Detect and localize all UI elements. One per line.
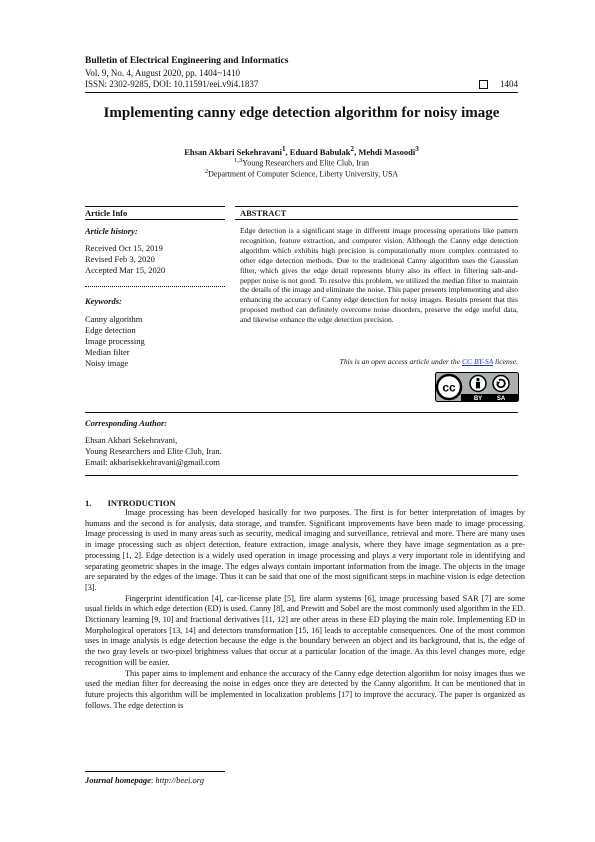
author-name: Mehdi Masoodi [358, 146, 416, 157]
share-alike-icon [493, 376, 509, 392]
corresponding-author-label: Corresponding Author: [85, 418, 168, 428]
attribution-person-icon [470, 376, 486, 392]
info-divider [85, 286, 225, 287]
license-link[interactable]: CC BY-SA [461, 357, 494, 366]
square-bullet-icon [479, 80, 488, 89]
history-entry: Accepted Mar 15, 2020 [85, 265, 166, 275]
open-access-note [240, 357, 518, 366]
author-sup: 3 [415, 145, 419, 153]
corresponding-author-details [85, 435, 222, 468]
author-name: Eduard Babulak [289, 146, 351, 157]
corresponding-bottom-rule [85, 475, 518, 476]
info-top-rule [85, 206, 225, 207]
keyword: Noisy image [85, 358, 129, 368]
paper-title: Implementing canny edge detection algorithm for noisy image [103, 105, 500, 121]
abstract-text: Edge detection is a significant stage in different image processing operations like pattern recognition, feature extraction, and computer vision. Although the Canny edge detection algorithm which exhibits high precision is computationally more complex contrasted to other edge detection methods. Due to the traditional Canny algorithm uses the Gaussian filter, which gives the edge detail represents blurry also its effect in filtering salt-and-pepper noise is not good. To resolve this problem, we utilized the median filter to maintain the details of the image and eliminate the noise. This paper presents implementing and also enhancing the accuracy of Canny edge detection for noisy images. Results present that this proposed method can definitely overcome noise disorders, preserve the edge useful data, and likewise enhance the edge detection precision. [240, 226, 518, 325]
volume-info: Vol. 9, No. 4, August 2020, pp. 1404~1410 [85, 68, 240, 78]
corresponding-line: Ehsan Akbari Sekehravani, [85, 435, 178, 445]
svg-text:cc: cc [442, 380, 456, 395]
affiliation [70, 157, 533, 168]
section-number: 1. [85, 498, 92, 508]
open-access-suffix: license. [493, 357, 518, 366]
affiliation-text: Young Researchers and Elite Club, Iran [242, 158, 370, 168]
author-name: Ehsan Akbari Sekehravani [184, 146, 282, 157]
keywords-list [85, 314, 145, 369]
badge-label-by: BY [473, 396, 483, 402]
history-entry: Received Oct 15, 2019 [85, 243, 163, 253]
section-body [85, 508, 525, 711]
affiliation-text: Department of Computer Science, Liberty University, USA [208, 169, 399, 179]
keyword: Image processing [85, 336, 145, 346]
body-paragraph: Fingerprint identification [4], car-license plate [5], fire alarm systems [6], image processing based SAR [7] are some usual fields in which edge detection (ED) is used. Canny [8], and Prewitt and Sobel are the most commonly used algorithm in the ED. Dictionary learning [9, 10] and fractional derivatives [11, 12] are other areas in these ED playing the main role. Implementing ED in Morphological operators [13, 14] and detectors transformation [15, 16] leads to acceptable consequences. One of the most common uses in image analysis is edge detection because the edge is the boundary between an object and its background, that is, the edge of the two gray levels or two-pixel brightness values that occur at a particular location of the image. As this level changes more, edge recognition will be easier. [85, 593, 525, 667]
open-access-prefix: This is an open access article under the [339, 357, 462, 366]
article-history-label: Article history: [85, 226, 138, 236]
journal-name: Bulletin of Electrical Engineering and Informatics [85, 56, 289, 66]
body-paragraph: Image processing has been developed basically for two purposes. The first is for better interpretation of images by humans and the second is for analysis, data storage, and transfer. Significant improvements have been made to image processing. Image processing is used in many areas such as security, medical imaging and surveillance, retrieval and more. There are many uses in image processing such as object detection, feature extraction, image analysis, where they have image segmentation as a pre-processing [1, 2]. Edge detection is a widely used operation in image processing and plays a very important role in identifying and separating geometric shapes in the image. The edges always contain important information from the image. The objects in the image are separated by the edges of the image. Thus it can be said that one of the most significant steps in machine vision is edge detection [3]. [85, 508, 525, 592]
history-entry: Revised Feb 3, 2020 [85, 254, 155, 264]
journal-homepage [85, 775, 204, 785]
author-sup: 2 [350, 145, 355, 153]
badge-label-sa: SA [496, 396, 506, 402]
abstract-heading-rule [235, 219, 518, 220]
header-right [479, 79, 518, 89]
section-title: INTRODUCTION [107, 498, 176, 508]
keyword: Canny algorithm [85, 314, 143, 324]
footer-rule [85, 771, 225, 772]
homepage-label: Journal homepage [85, 775, 151, 785]
info-heading-rule [85, 219, 225, 220]
author-sup: 1 [282, 145, 286, 153]
abstract-top-rule [235, 206, 518, 207]
affiliation-sup: 1,3 [233, 157, 243, 164]
homepage-colon: : [150, 775, 156, 785]
body-paragraph: This paper aims to implement and enhance the accuracy of the Canny edge detection algorithm for noisy images thus we used the median filter for decreasing the noise in edges once they are detected by the Canny algorithm. It can be mentioned that in future projects this algorithm will be implemented in localization problems [17] to improve the accuracy. The paper is organized as follows. The edge detection is [85, 668, 525, 710]
cc-by-sa-badge[interactable] [435, 372, 519, 402]
homepage-url[interactable]: http://beei.org [155, 775, 204, 785]
corresponding-line: Young Researchers and Elite Club, Iran. [85, 446, 222, 456]
affiliation-sup: 2 [204, 168, 209, 175]
keyword: Median filter [85, 347, 130, 357]
abstract-heading: ABSTRACT [240, 208, 287, 218]
corresponding-top-rule [85, 412, 518, 413]
author-list: Ehsan Akbari Sekehravani$^1$, Eduard Babulak$^2$, Mehdi Masoodi$^3$ [184, 145, 419, 157]
cc-logo-icon [437, 375, 461, 399]
section-heading [85, 498, 176, 508]
article-info-heading: Article Info [85, 208, 128, 218]
header-rule [85, 92, 518, 93]
affiliation [70, 168, 533, 179]
page-number: 1404 [500, 79, 518, 89]
issn-doi: ISSN: 2302-9285, DOI: 10.11591/eei.v9i4.1837 [85, 79, 259, 89]
keyword: Edge detection [85, 325, 136, 335]
badge-band [461, 394, 518, 402]
article-history-list [85, 243, 165, 276]
corresponding-line: Email: akbarisekkehravani@gmail.com [85, 457, 220, 467]
keywords-label: Keywords: [85, 296, 122, 306]
